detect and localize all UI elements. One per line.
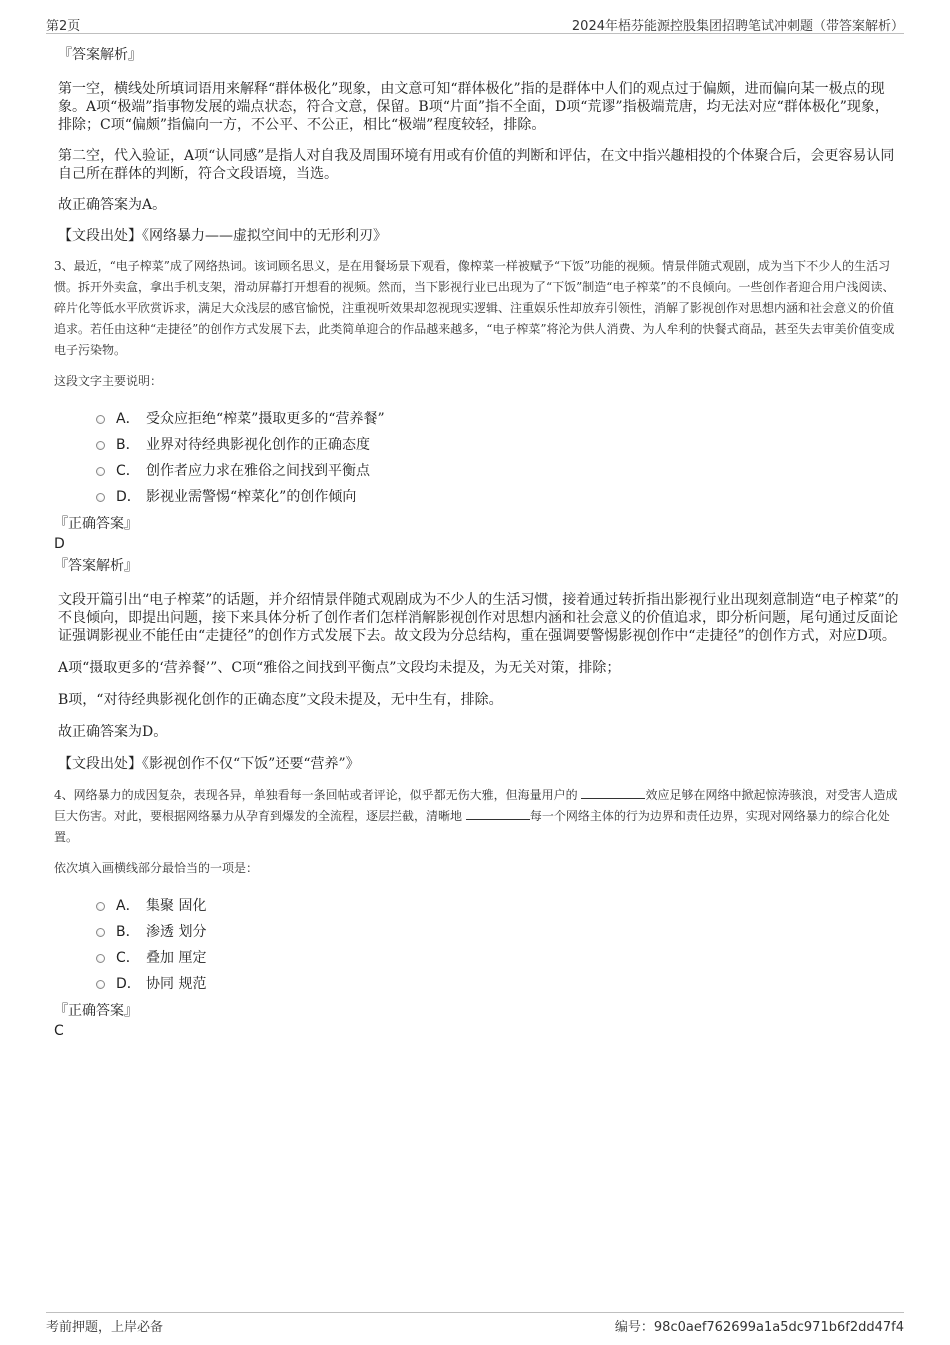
- q4-option-c[interactable]: [54, 945, 900, 971]
- q3-option-d[interactable]: [54, 484, 900, 510]
- option-letter: B．: [116, 437, 140, 453]
- q3-answer: D: [54, 536, 65, 552]
- option-text: 业界对待经典影视化创作的正确态度: [146, 437, 370, 453]
- option-letter: A．: [116, 898, 140, 914]
- q3-question: 这段文字主要说明：: [54, 374, 163, 388]
- q4-stem: [54, 785, 900, 848]
- q4-blank-2: [466, 807, 530, 820]
- radio-icon[interactable]: [96, 415, 105, 424]
- document-id: [615, 1316, 904, 1335]
- q2-analysis-label: 『答案解析』: [58, 47, 142, 63]
- q4-blank-1: [581, 786, 645, 799]
- radio-icon[interactable]: [96, 441, 105, 450]
- document-id-label: 编号：: [614, 1320, 654, 1335]
- option-text: 叠加 厘定: [146, 950, 207, 966]
- q3-analysis-label: 『答案解析』: [54, 558, 138, 574]
- q4-answer-label: 『正确答案』: [54, 1003, 138, 1019]
- document-id-value: 98c0aef762699a1a5dc971b6f2dd47f4: [653, 1320, 904, 1335]
- q4-option-d[interactable]: [54, 971, 900, 997]
- option-text: 创作者应力求在雅俗之间找到平衡点: [146, 463, 370, 479]
- option-text: 集聚 固化: [146, 898, 207, 914]
- q3-options: [54, 406, 900, 510]
- option-text: 影视业需警惕“榨菜化”的创作倾向: [146, 489, 357, 505]
- q3-analysis-p4: 故正确答案为D。: [58, 724, 168, 740]
- page-number: 第2页: [46, 19, 81, 34]
- page-header: [46, 13, 904, 34]
- radio-icon[interactable]: [96, 493, 105, 502]
- footer-slogan: 考前押题，上岸必备: [46, 1320, 164, 1335]
- option-letter: A．: [116, 411, 140, 427]
- q2-analysis-p3: 故正确答案为A。: [58, 197, 167, 213]
- q3-option-c[interactable]: [54, 458, 900, 484]
- q2-analysis-p1: 第一空，横线处所填词语用来解释“群体极化”现象，由文意可知“群体极化”指的是群体中人们的观点过于偏颇，进而偏向某一极点的现象。A项“极端”指事物发展的端点状态，符合文意，保留。B项“片面”指不全面，D项“荒谬”指极端荒唐，均无法对应“群体极化”现象，排除；C项“偏颇”指偏向一方，不公平、不公正，相比“极端”程度较轻，排除。: [58, 81, 889, 133]
- radio-icon[interactable]: [96, 467, 105, 476]
- q2-analysis-p2: 第二空，代入验证，A项“认同感”是指人对自我及周围环境有用或有价值的判断和评估，在文中指兴趣相投的个体聚合后，会更容易认同自己所在群体的判断，符合文段语境，当选。: [58, 148, 895, 182]
- radio-icon[interactable]: [96, 928, 105, 937]
- q4-options: [54, 893, 900, 997]
- q3-analysis-p3: B项，“对待经典影视化创作的正确态度”文段未提及，无中生有，排除。: [58, 692, 503, 708]
- q3-stem: 3、最近，“电子榨菜”成了网络热词。该词顾名思义，是在用餐场景下观看，像榨菜一样被赋予“下饭”功能的视频。情景伴随式观剧，成为当下不少人的生活习惯。拆开外卖盒，拿出手机支架，滑动屏幕打开想看的视频。然而，当下影视行业已出现为了“下饭”制造“电子榨菜”的不良倾向。一些创作者迎合用户浅阅读、碎片化等低水平欣赏诉求，满足大众浅层的感官愉悦，注重视听效果却忽视现实逻辑、注重娱乐性却放弃引领性，消解了影视创作对思想内涵和社会意义的价值追求。若任由这种“走捷径”的创作方式发展下去，此类简单迎合的作品越来越多，“电子榨菜”将沦为供人消费、为人牟利的快餐式商品，甚至失去审美价值变成电子污染物。: [54, 259, 895, 357]
- option-letter: B．: [116, 924, 140, 940]
- radio-icon[interactable]: [96, 954, 105, 963]
- page-footer: [46, 1312, 904, 1333]
- q4-stem-part3: 每一个网络主体的行为边界和责任边界，实现对网络暴力的综合化处置。: [54, 809, 890, 844]
- radio-icon[interactable]: [96, 980, 105, 989]
- option-letter: D．: [116, 976, 141, 992]
- q3-option-a[interactable]: [54, 406, 900, 432]
- q3-analysis-p1: 文段开篇引出“电子榨菜”的话题，并介绍情景伴随式观剧成为不少人的生活习惯，接着通过转折指出影视行业出现刻意制造“电子榨菜”的不良倾向，即提出问题，接下来具体分析了创作者们怎样消解影视创作对思想内涵和社会意义的价值追求，即分析问题，尾句通过反面论证强调影视业不能任由“走捷径”的创作方式发展下去。故文段为分总结构，重在强调要警惕影视创作中“走捷径”的创作方式，对应D项。: [58, 592, 899, 644]
- q4-answer: C: [54, 1023, 64, 1039]
- option-text: 受众应拒绝“榨菜”摄取更多的“营养餐”: [146, 411, 385, 427]
- option-letter: C．: [116, 463, 140, 479]
- q2-source: 【文段出处】《网络暴力——虚拟空间中的无形利刃》: [58, 228, 387, 244]
- document-body: [54, 45, 900, 1041]
- q4-option-a[interactable]: [54, 893, 900, 919]
- q4-stem-part2: 效应足够在网络中掀起惊涛骇浪，对受害人造成巨大伤害。对此，要根据网络暴力从孕育到爆发的全流程，逐层拦截，清晰地: [54, 788, 898, 823]
- option-letter: C．: [116, 950, 140, 966]
- q4-option-b[interactable]: [54, 919, 900, 945]
- radio-icon[interactable]: [96, 902, 105, 911]
- q3-analysis-p2: A项“摄取更多的‘营养餐’”、C项“雅俗之间找到平衡点”文段均未提及，为无关对策，排除；: [58, 660, 621, 676]
- q4-question: 依次填入画横线部分最恰当的一项是：: [54, 861, 259, 875]
- q3-answer-label: 『正确答案』: [54, 516, 138, 532]
- q4-stem-part1: 4、网络暴力的成因复杂，表现各异，单独看每一条回帖或者评论，似乎都无伤大雅，但海量用户的: [54, 788, 582, 802]
- q3-source: 【文段出处】《影视创作不仅“下饭”还要“营养”》: [58, 756, 360, 772]
- q3-option-b[interactable]: [54, 432, 900, 458]
- option-letter: D．: [116, 489, 141, 505]
- option-text: 协同 规范: [146, 976, 207, 992]
- document-title: 2024年梧芬能源控股集团招聘笔试冲刺题（带答案解析）: [571, 19, 904, 34]
- option-text: 渗透 划分: [146, 924, 207, 940]
